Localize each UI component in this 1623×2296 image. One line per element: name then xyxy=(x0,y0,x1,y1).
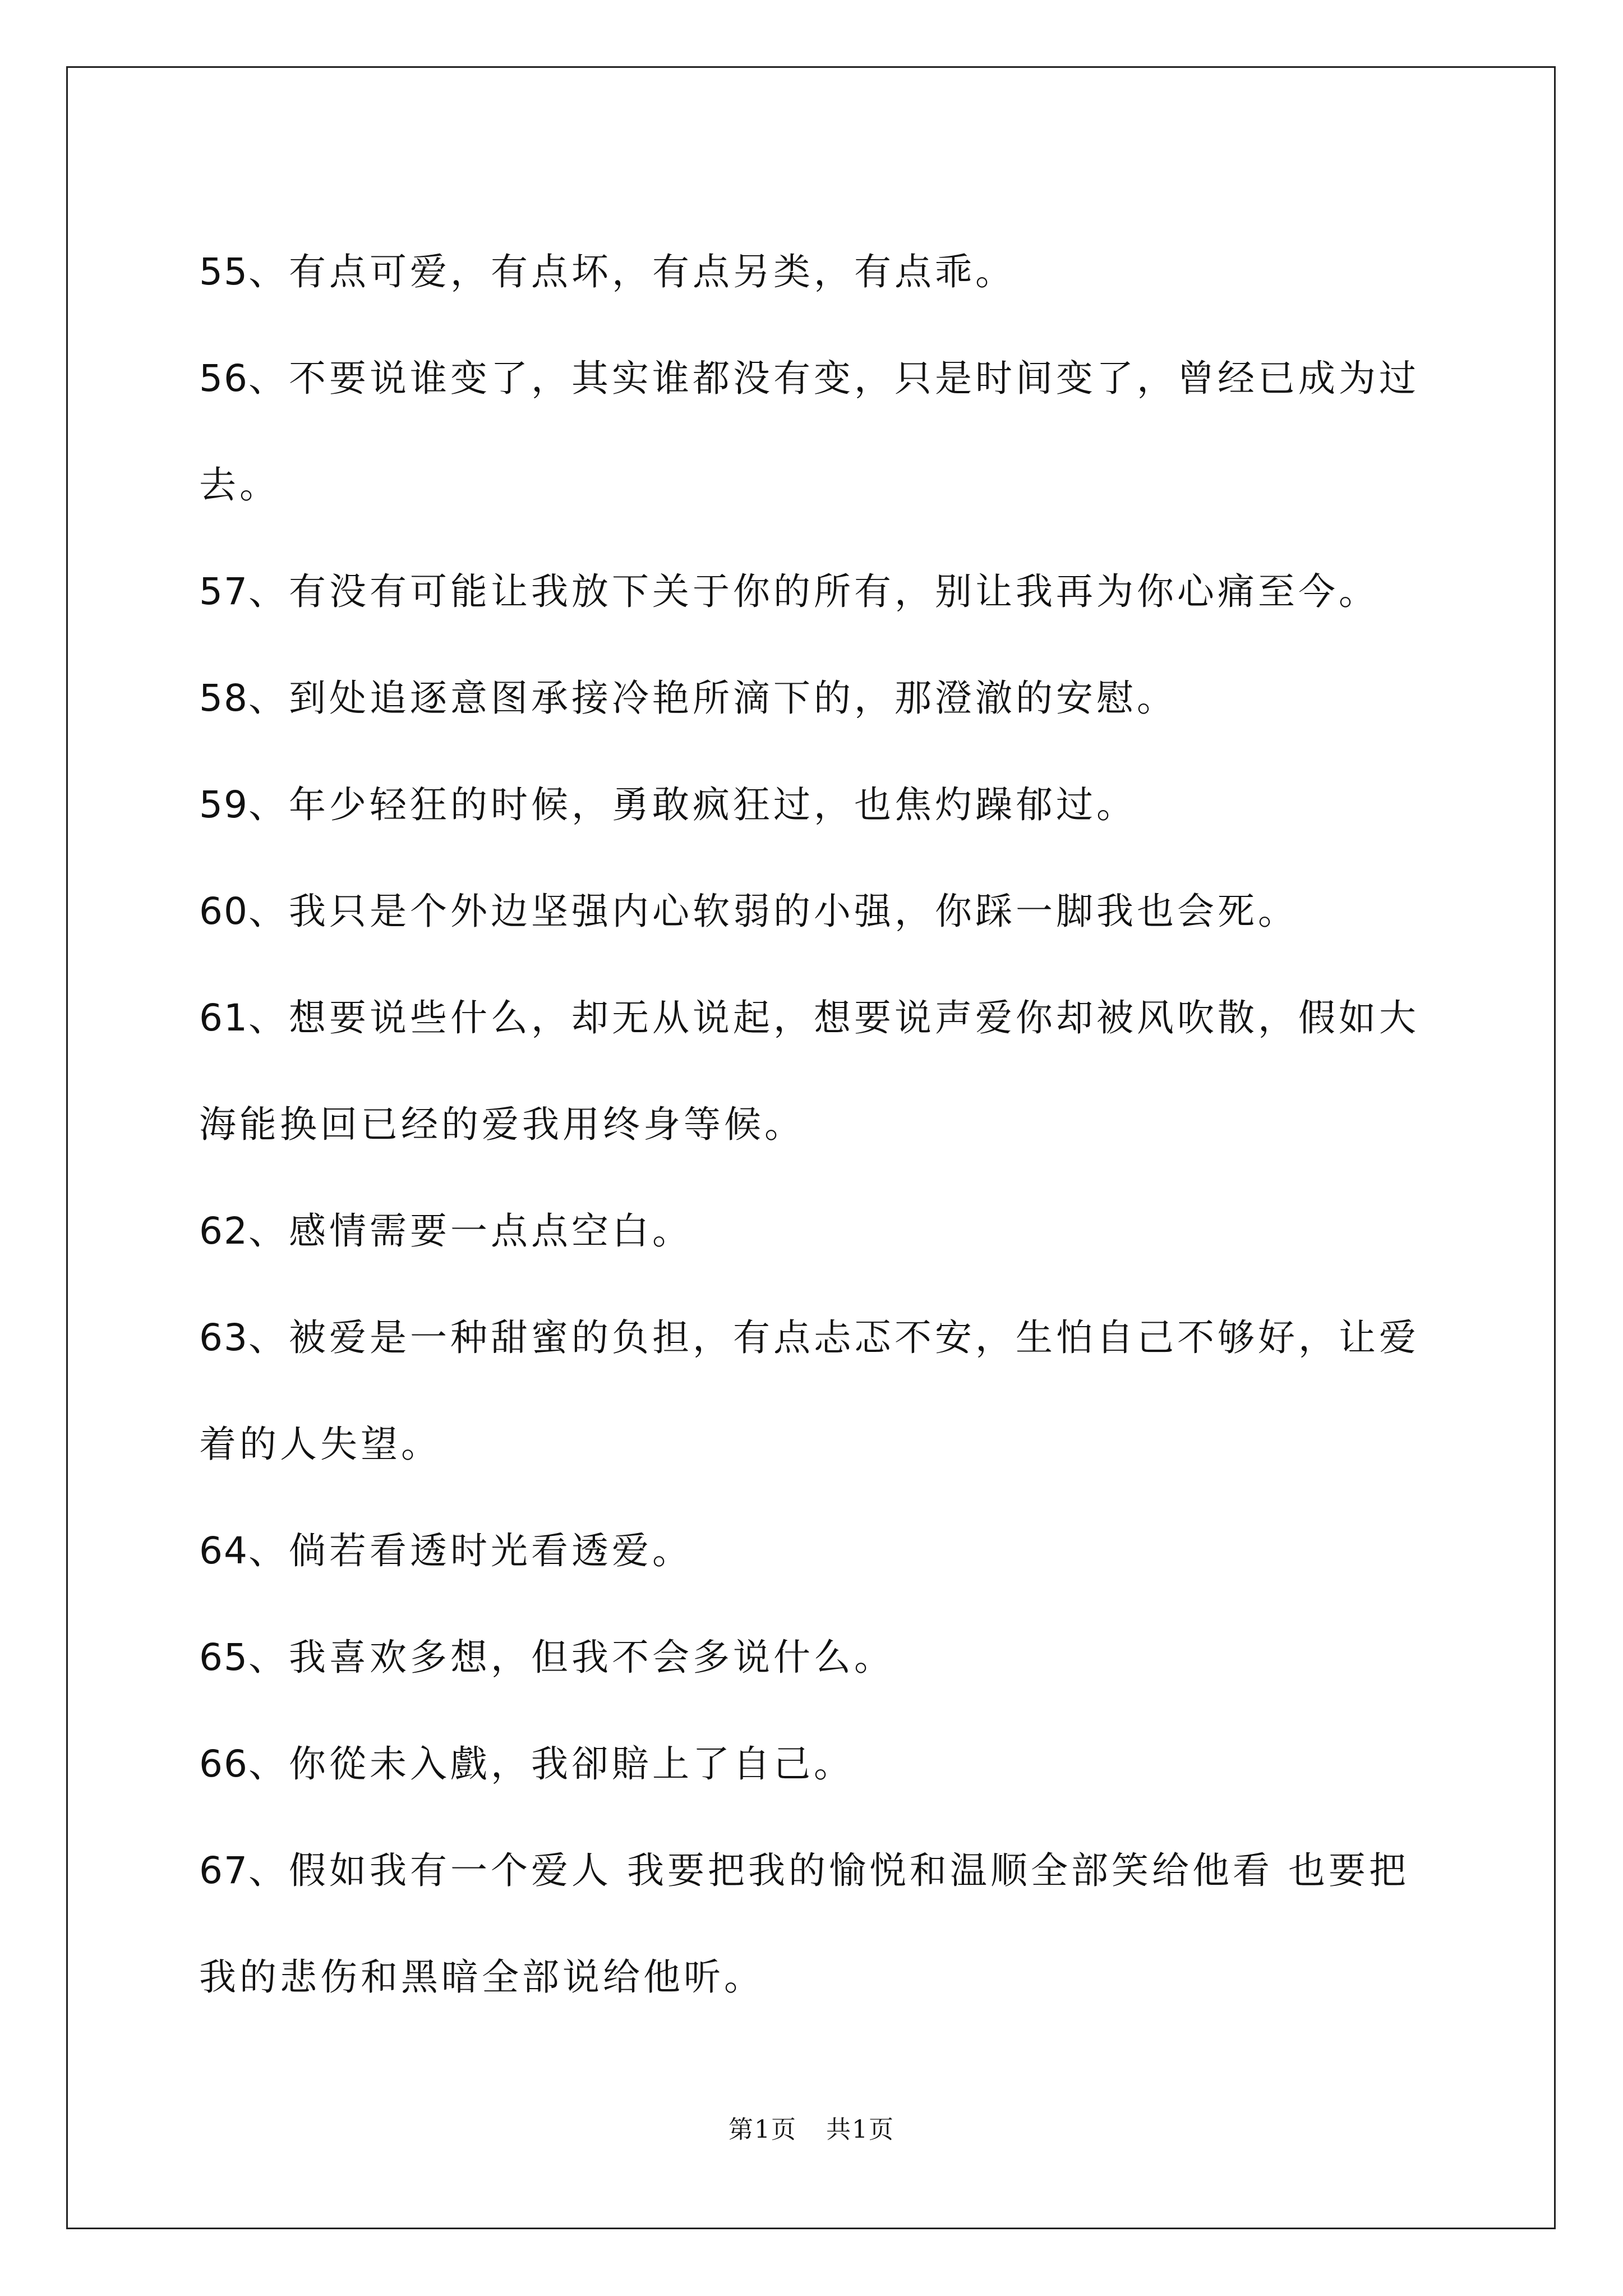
page-footer xyxy=(0,2109,1623,2145)
entry-text: 、我只是个外边坚强内心软弱的小强，你踩一脚我也会死。 xyxy=(248,890,1298,933)
list-item xyxy=(199,1711,1436,1818)
entry-number: 64 xyxy=(199,1529,248,1572)
entry-text: 、倘若看透时光看透爱。 xyxy=(248,1529,693,1572)
entry-text: 、你從未入戲，我卻賠上了自己。 xyxy=(248,1742,854,1786)
list-item xyxy=(199,1178,1436,1285)
entry-text: 、有没有可能让我放下关于你的所有，别让我再为你心痛至今。 xyxy=(248,570,1379,613)
entry-number: 62 xyxy=(199,1209,248,1253)
list-item xyxy=(199,1604,1436,1711)
list-item xyxy=(199,1498,1436,1604)
entry-number: 66 xyxy=(199,1742,248,1786)
entry-text: 、想要说些什么，却无从说起，想要说声爱你却被风吹散，假如大海能换回已经的爱我用终身等候。 xyxy=(199,996,1419,1146)
entry-number: 55 xyxy=(199,250,248,293)
entry-number: 67 xyxy=(199,1849,248,1892)
entry-number: 59 xyxy=(199,783,248,826)
entry-number: 57 xyxy=(199,570,248,613)
list-item xyxy=(199,1818,1436,2031)
entry-number: 61 xyxy=(199,996,248,1039)
entry-text: 、有点可爱，有点坏，有点另类，有点乖。 xyxy=(248,250,1016,293)
page-total: 共1页 xyxy=(826,2115,895,2144)
entry-number: 63 xyxy=(199,1316,248,1359)
entry-list xyxy=(199,219,1436,2064)
entry-number: 65 xyxy=(199,1636,248,1679)
entry-number: 58 xyxy=(199,677,248,720)
entry-text: 、假如我有一个爱人 我要把我的愉悦和温顺全部笑给他看 也要把我的悲伤和黑暗全部说给他听。 xyxy=(199,1849,1409,1999)
entry-text: 、我喜欢多想，但我不会多说什么。 xyxy=(248,1636,895,1679)
list-item xyxy=(199,1285,1436,1498)
entry-number: 56 xyxy=(199,357,248,400)
list-item xyxy=(199,539,1436,645)
list-item xyxy=(199,965,1436,1178)
list-item xyxy=(199,325,1436,539)
entry-text: 、不要说谁变了，其实谁都没有变，只是时间变了，曾经已成为过去。 xyxy=(199,357,1419,507)
list-item xyxy=(199,752,1436,858)
list-item xyxy=(199,219,1436,325)
entry-text: 、到处追逐意图承接冷艳所滴下的，那澄澈的安慰。 xyxy=(248,677,1177,720)
entry-number: 60 xyxy=(199,890,248,933)
list-item xyxy=(199,858,1436,965)
list-item xyxy=(199,645,1436,752)
entry-text: 、年少轻狂的时候，勇敢疯狂过，也焦灼躁郁过。 xyxy=(248,783,1137,826)
entry-text: 、感情需要一点点空白。 xyxy=(248,1209,693,1253)
page-number: 第1页 xyxy=(728,2115,797,2144)
entry-text: 、被爱是一种甜蜜的负担，有点忐忑不安，生怕自己不够好，让爱着的人失望。 xyxy=(199,1316,1419,1466)
